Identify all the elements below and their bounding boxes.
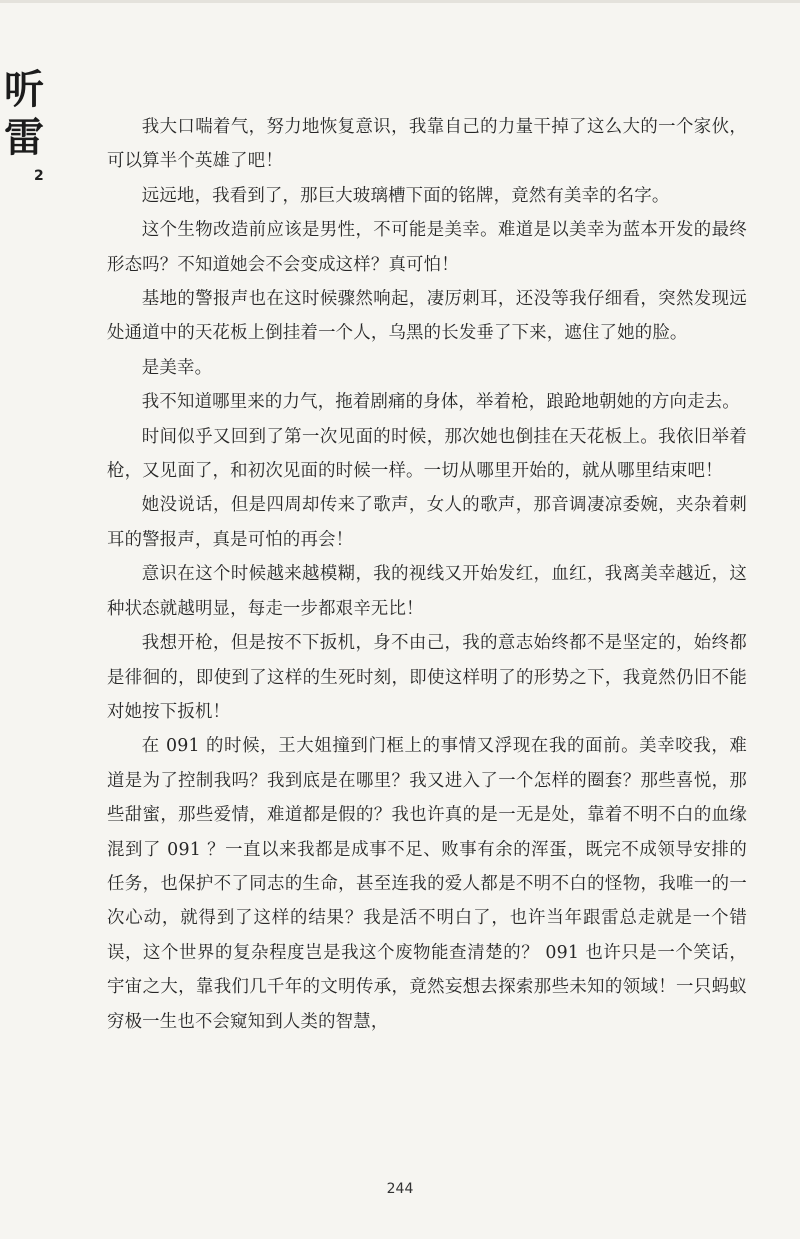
series-title [4, 66, 64, 162]
paragraph: 在 091 的时候，王大姐撞到门框上的事情又浮现在我的面前。美幸咬我，难道是为了控制我吗？我到底是在哪里？我又进入了一个怎样的圈套？那些喜悦，那些甜蜜，那些爱情，难道都是假的？我也许真的是一无是处，靠着不明不白的血缘混到了 091 ？一直以来我都是成事不足、败事有余的浑蛋，既完不成领导安排的任务，也保护不了同志的生命，甚至连我的爱人都是不明不白的怪物，我唯一的一次心动，就得到了这样的结果？我是活不明白了，也许当年跟雷总走就是一个错误，这个世界的复杂程度岂是我这个废物能查清楚的？ 091 也许只是一个笑话，宇宙之大，靠我们几千年的文明传承，竟然妄想去探索那些未知的领域！一只蚂蚁穷极一生也不会窥知到人类的智慧， [107, 736, 747, 1032]
paragraph: 我不知道哪里来的力气，拖着剧痛的身体，举着枪，踉跄地朝她的方向走去。 [141, 392, 740, 413]
page-top-edge [0, 0, 800, 3]
paragraph: 意识在这个时候越来越模糊，我的视线又开始发红，血红，我离美幸越近，这种状态就越明显，每走一步都艰辛无比！ [107, 564, 747, 619]
paragraph: 我大口喘着气，努力地恢复意识，我靠自己的力量干掉了这么大的一个家伙，可以算半个英雄了吧！ [107, 117, 747, 172]
paragraph: 是美幸。 [141, 357, 213, 378]
body-text [107, 110, 747, 1039]
series-title-char-2: 雷 [4, 114, 44, 161]
paragraph: 这个生物改造前应该是男性，不可能是美幸。难道是以美幸为蓝本开发的最终形态吗？不知道她会不会变成这样？真可怕！ [107, 220, 747, 275]
paragraph: 基地的警报声也在这时候骤然响起，凄厉刺耳，还没等我仔细看，突然发现远处通道中的天花板上倒挂着一个人，乌黑的长发垂了下来，遮住了她的脸。 [107, 289, 747, 344]
volume-number: 2 [34, 168, 44, 184]
paragraph: 我想开枪，但是按不下扳机，身不由己，我的意志始终都不是坚定的，始终都是徘徊的，即使到了这样的生死时刻，即使这样明了的形势之下，我竟然仍旧不能对她按下扳机！ [107, 633, 747, 722]
page-number: 244 [386, 1181, 414, 1197]
paragraph: 远远地，我看到了，那巨大玻璃槽下面的铭牌，竟然有美幸的名字。 [141, 185, 670, 206]
paragraph: 时间似乎又回到了第一次见面的时候，那次她也倒挂在天花板上。我依旧举着枪，又见面了，和初次见面的时候一样。一切从哪里开始的，就从哪里结束吧！ [107, 426, 747, 482]
series-title-char-1: 听 [4, 66, 44, 113]
paragraph: 她没说话，但是四周却传来了歌声，女人的歌声，那音调凄凉委婉，夹杂着刺耳的警报声，真是可怕的再会！ [107, 495, 747, 550]
